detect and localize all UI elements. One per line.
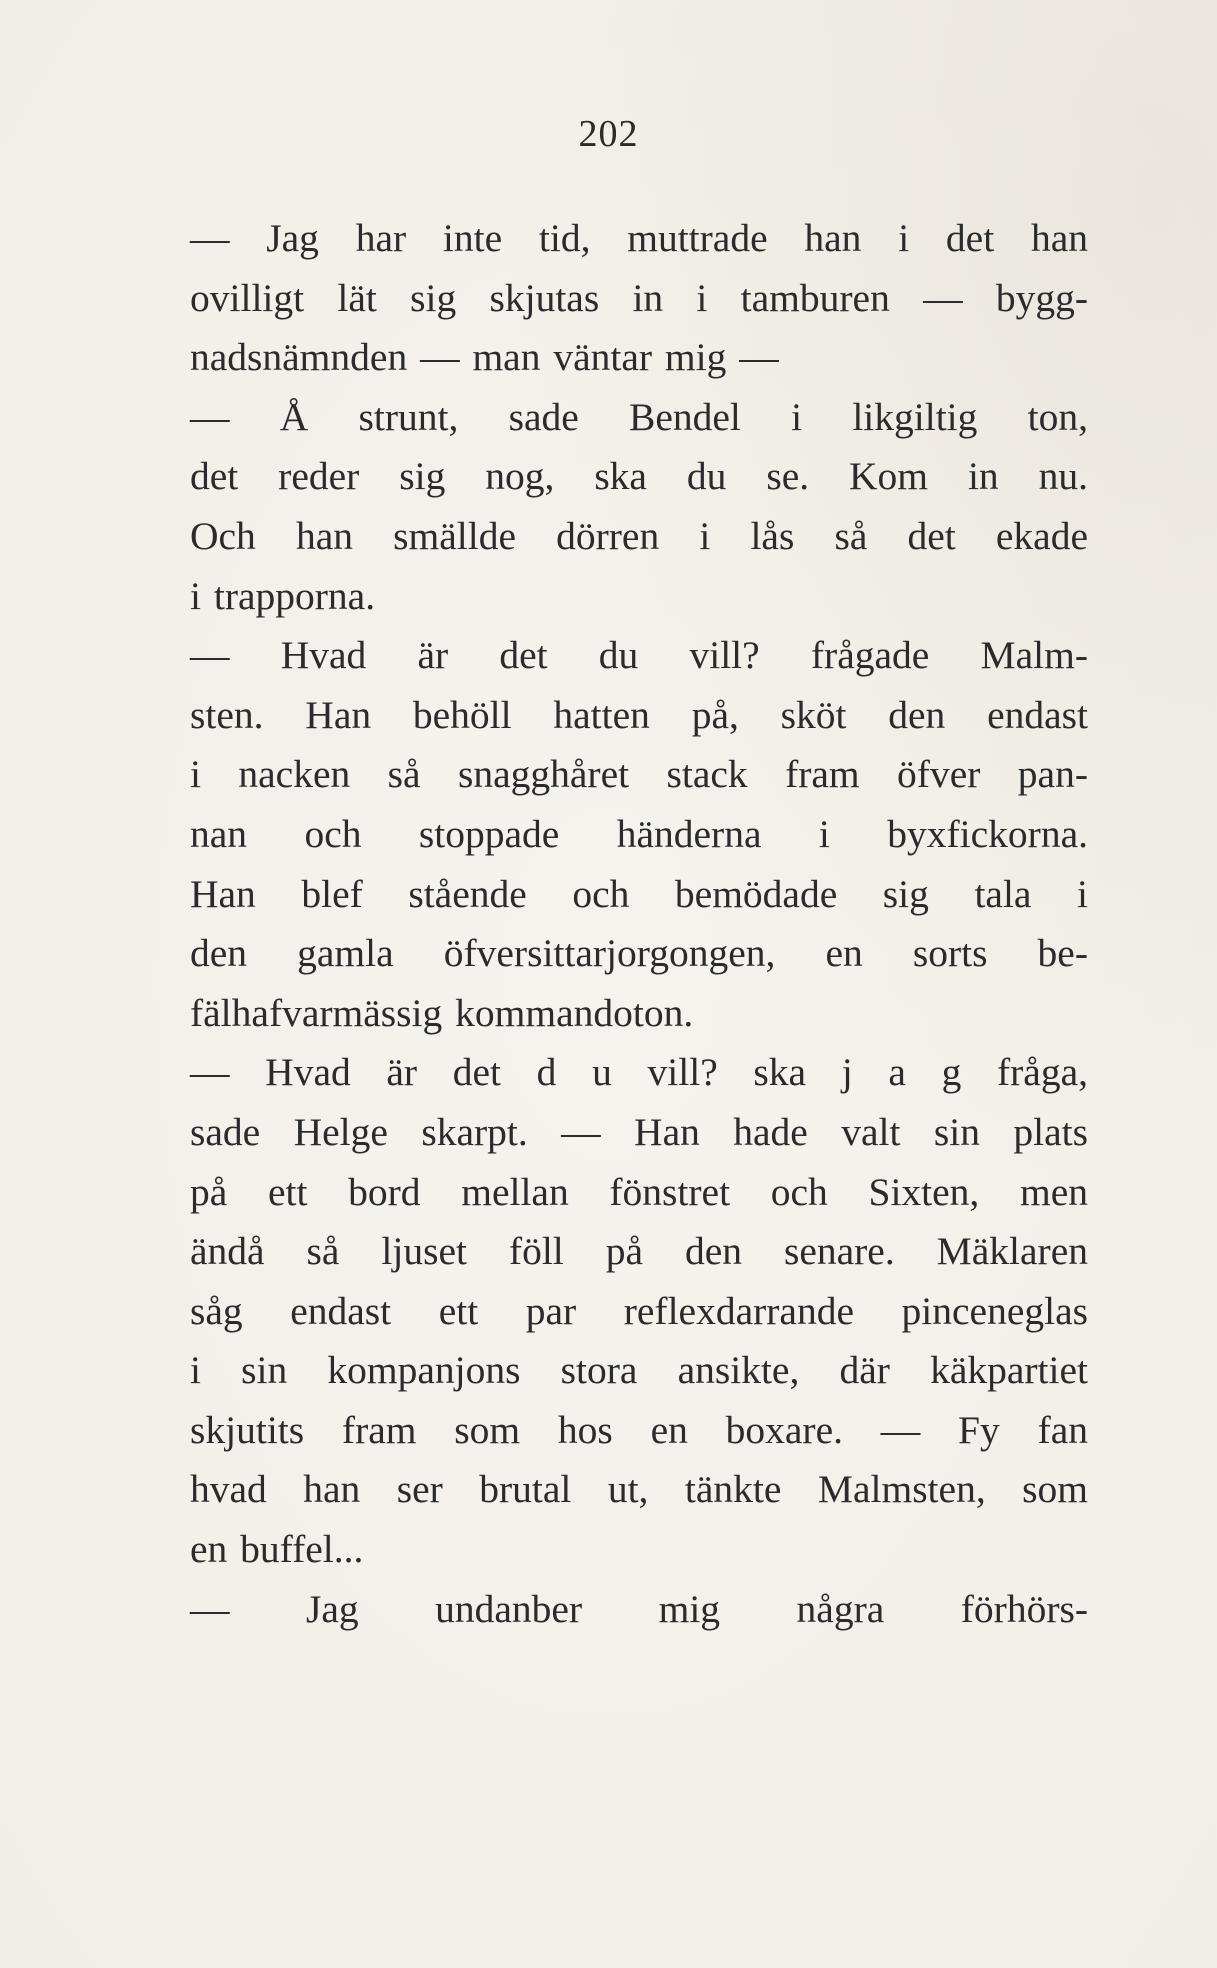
text-line: ändå så ljuset föll på den senare. Mäklaren [190,1229,1088,1274]
text-line: den gamla öfversittarjorgongen, en sorts be- [190,931,1088,976]
text-line: skjutits fram som hos en boxare. — Fy fan [190,1407,1088,1452]
text-line: — Å strunt, sade Bendel i likgiltig ton, [190,394,1088,439]
text-line: nan och stoppade händerna i byxfickorna. [190,811,1088,856]
text-line: fälhafvarmässig kommandoton. [190,990,694,1035]
text-line: Han blef stående och bemödade sig tala i [190,871,1088,916]
text-line: Och han smällde dörren i lås så det ekade [190,513,1088,558]
body-text [190,209,1088,1639]
text-line: nadsnämnden — man väntar mig — [190,335,779,380]
text-line: sten. Han behöll hatten på, sköt den endast [190,692,1088,737]
text-line: sade Helge skarpt. — Han hade valt sin plats [190,1109,1088,1154]
text-line: — Hvad är det d u vill? ska j a g fråga, [190,1050,1088,1095]
text-line: — Hvad är det du vill? frågade Malm- [190,633,1088,678]
text-line: såg endast ett par reflexdarrande pinceneglas [190,1288,1088,1333]
text-line: hvad han ser brutal ut, tänkte Malmsten, som [190,1467,1088,1512]
text-line: i trapporna. [190,573,376,618]
text-line: ovilligt lät sig skjutas in i tamburen — bygg- [190,275,1088,320]
text-line: i sin kompanjons stora ansikte, där käkpartiet [190,1348,1088,1393]
text-line: i nacken så snagghåret stack fram öfver pan- [190,752,1088,797]
text-line: — Jag undanber mig några förhörs- [190,1586,1088,1631]
text-line: en buffel... [190,1527,364,1572]
page-number: 202 [578,113,639,155]
text-line: — Jag har inte tid, muttrade han i det han [190,216,1088,260]
text-line: det reder sig nog, ska du se. Kom in nu. [190,454,1088,499]
text-line: på ett bord mellan fönstret och Sixten, men [190,1169,1088,1214]
